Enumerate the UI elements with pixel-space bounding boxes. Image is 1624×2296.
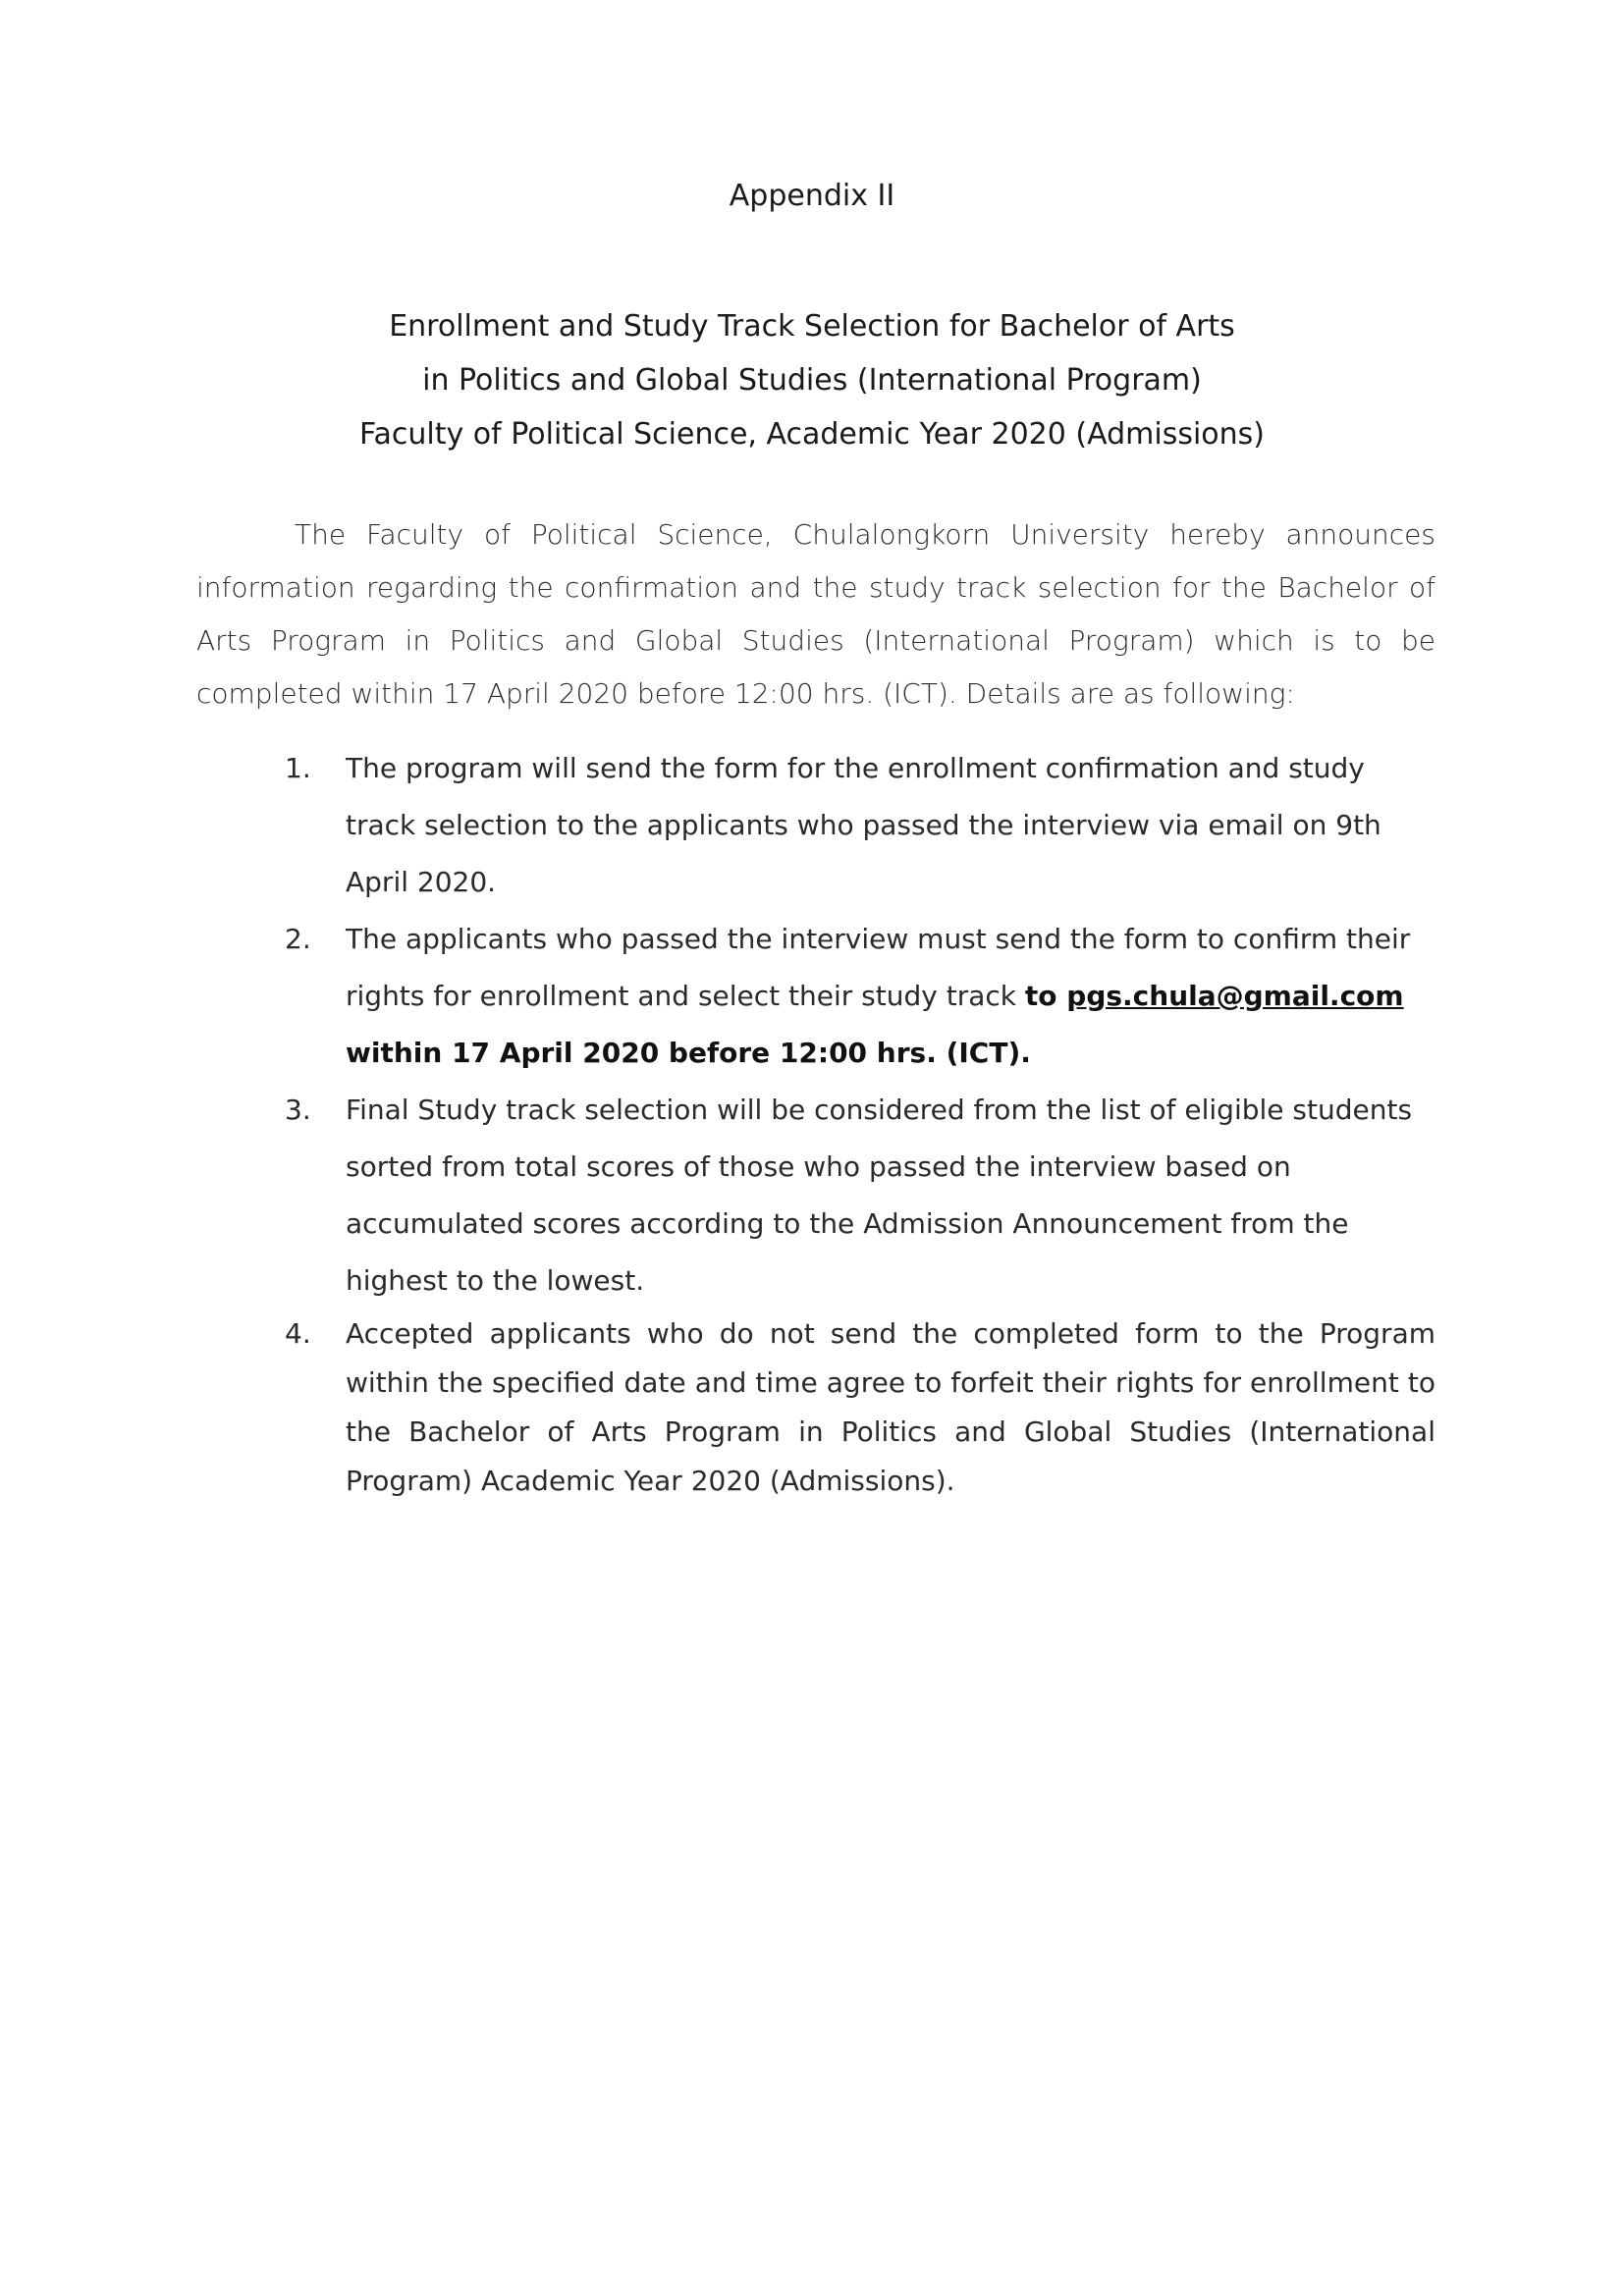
list-item-number: 4. <box>285 1317 311 1350</box>
list-item-text: The program will send the form for the enrollment confirmation and study track selection to the applicants who passed the interview via email on 9th April 2020. <box>346 752 1381 898</box>
intro-paragraph: The Faculty of Political Science, Chulalongkorn University hereby announces information regarding the confirmation and the study track selection for the Bachelor of Arts Program in Politics and Global Studies (International Program) which is to be completed within 17 April 2020 before 12:00 hrs. (ICT). Details are as following: <box>196 518 1435 710</box>
list-item <box>285 740 1435 911</box>
deadline-text: within 17 April 2020 before 12:00 hrs. (ICT). <box>346 1037 1031 1069</box>
heading-line-2: in Politics and Global Studies (International Program) <box>422 363 1202 398</box>
list-item-text: Final Study track selection will be considered from the list of eligible students sorted from total scores of those who passed the interview based on accumulated scores according to the Admission Announcement from the highest to the lowest. <box>346 1094 1413 1297</box>
email-link[interactable]: pgs.chula@gmail.com <box>1066 980 1404 1012</box>
list-item <box>285 1082 1435 1309</box>
list-item-number: 1. <box>285 752 311 784</box>
document-heading <box>0 299 1624 461</box>
heading-line-1: Enrollment and Study Track Selection for Bachelor of Arts <box>389 309 1235 344</box>
list-item-text: The applicants who passed the interview must send the form to confirm their rights for enrollment and select their study track <box>346 923 1411 1012</box>
list-item-number: 2. <box>285 923 311 955</box>
list-item-number: 3. <box>285 1094 311 1126</box>
list-item-text: Accepted applicants who do not send the completed form to the Program within the specified date and time agree to forfeit their rights for enrollment to the Bachelor of Arts Program in Politics and Global Studies (International Program) Academic Year 2020 (Admissions). <box>346 1317 1435 1497</box>
bold-text: to <box>1024 980 1067 1012</box>
list-item <box>285 911 1435 1082</box>
details-list <box>285 740 1435 1506</box>
list-item <box>285 1309 1435 1506</box>
heading-line-3: Faculty of Political Science, Academic Year 2020 (Admissions) <box>359 417 1265 452</box>
appendix-title: Appendix II <box>729 179 895 213</box>
